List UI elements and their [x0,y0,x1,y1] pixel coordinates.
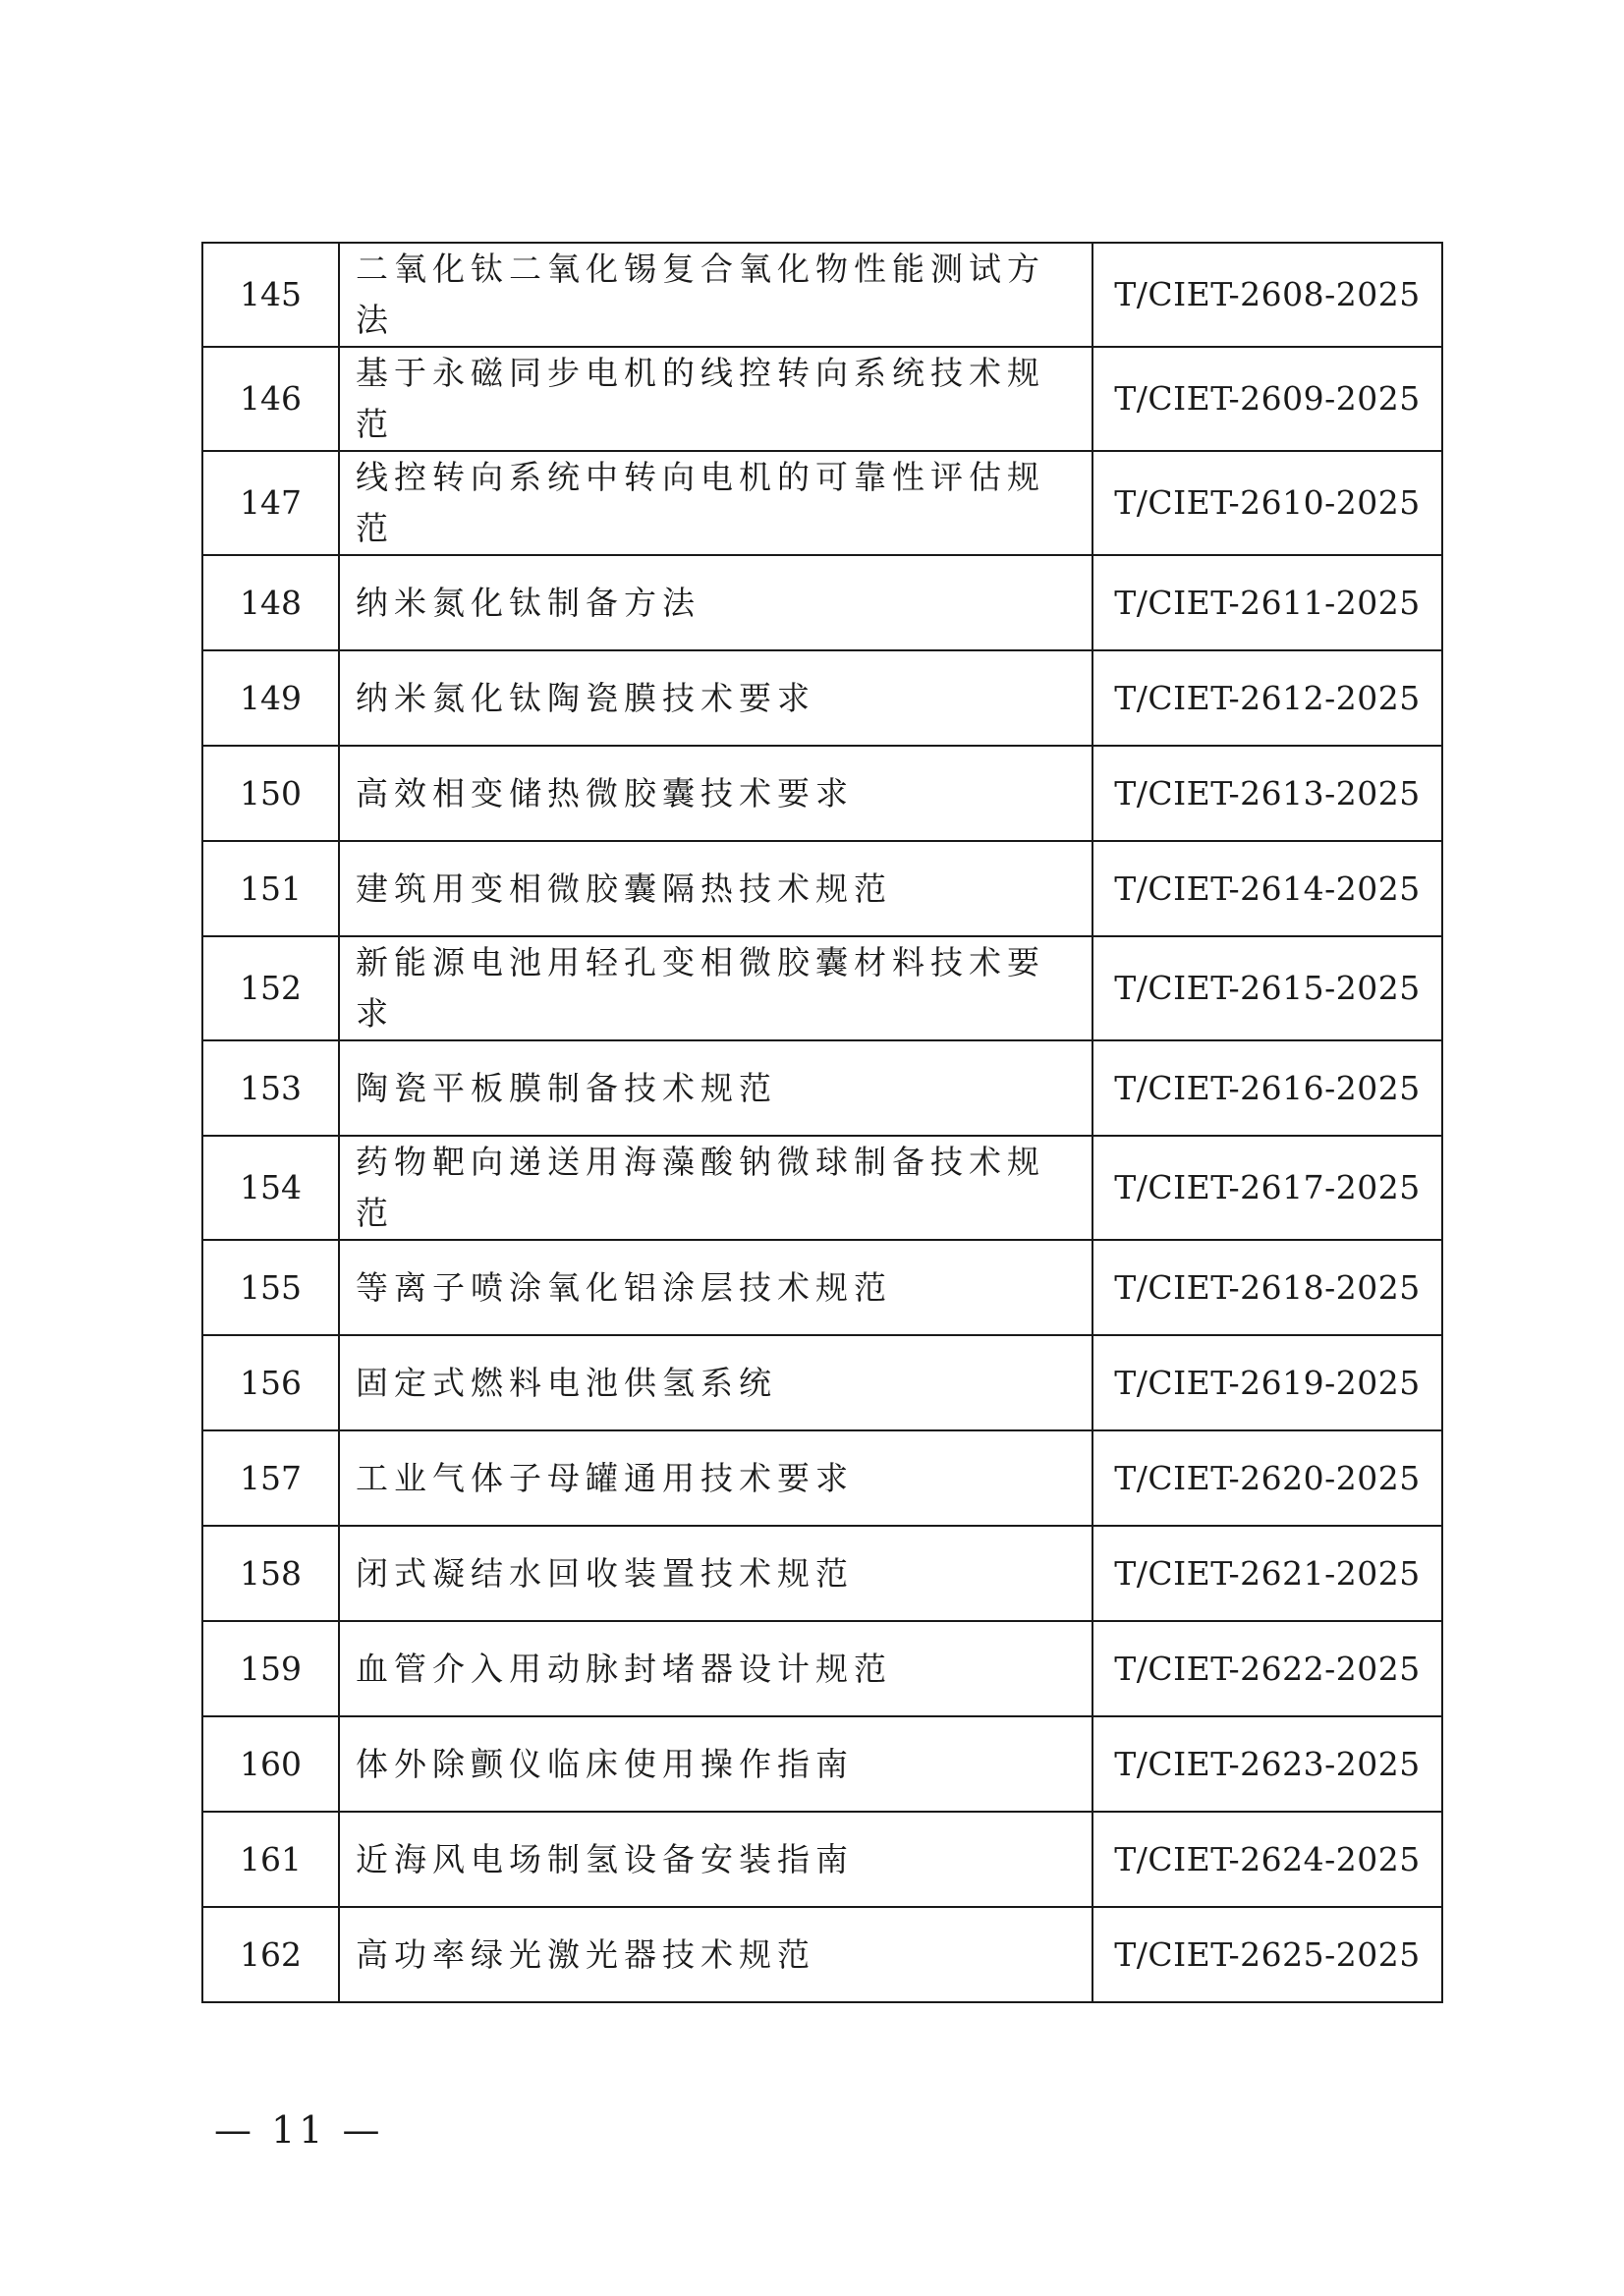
standard-name-cell: 高效相变储热微胶囊技术要求 [339,746,1092,841]
row-number-cell: 155 [202,1240,339,1335]
standard-name-cell: 纳米氮化钛陶瓷膜技术要求 [339,650,1092,746]
standard-code-cell: T/CIET-2622-2025 [1092,1621,1442,1716]
table-row [202,650,1442,746]
standard-name-cell: 新能源电池用轻孔变相微胶囊材料技术要求 [339,936,1092,1040]
standards-table [201,242,1443,2003]
standard-code-cell: T/CIET-2617-2025 [1092,1136,1442,1240]
table-row [202,746,1442,841]
table-row [202,1430,1442,1526]
standard-name-cell: 药物靶向递送用海藻酸钠微球制备技术规范 [339,1136,1092,1240]
row-number-cell: 145 [202,243,339,347]
table-row [202,451,1442,555]
row-number-cell: 150 [202,746,339,841]
standard-name-cell: 闭式凝结水回收装置技术规范 [339,1526,1092,1621]
page-number: — 11 — [214,2108,384,2152]
standard-name-cell: 近海风电场制氢设备安装指南 [339,1812,1092,1907]
standard-name-cell: 固定式燃料电池供氢系统 [339,1335,1092,1430]
row-number-cell: 157 [202,1430,339,1526]
table-body [202,243,1442,2002]
standard-name-cell: 体外除颤仪临床使用操作指南 [339,1716,1092,1812]
standard-name-cell: 建筑用变相微胶囊隔热技术规范 [339,841,1092,936]
standard-name-cell: 纳米氮化钛制备方法 [339,555,1092,650]
standard-code-cell: T/CIET-2612-2025 [1092,650,1442,746]
row-number-cell: 151 [202,841,339,936]
row-number-cell: 159 [202,1621,339,1716]
row-number-cell: 152 [202,936,339,1040]
standard-name-cell: 等离子喷涂氧化铝涂层技术规范 [339,1240,1092,1335]
row-number-cell: 153 [202,1040,339,1136]
standard-name-cell: 工业气体子母罐通用技术要求 [339,1430,1092,1526]
table-row [202,243,1442,347]
row-number-cell: 160 [202,1716,339,1812]
table-row [202,347,1442,451]
row-number-cell: 162 [202,1907,339,2002]
standard-name-cell: 基于永磁同步电机的线控转向系统技术规范 [339,347,1092,451]
row-number-cell: 154 [202,1136,339,1240]
table-row [202,936,1442,1040]
row-number-cell: 156 [202,1335,339,1430]
standard-code-cell: T/CIET-2616-2025 [1092,1040,1442,1136]
standard-code-cell: T/CIET-2620-2025 [1092,1430,1442,1526]
standard-name-cell: 二氧化钛二氧化锡复合氧化物性能测试方法 [339,243,1092,347]
standard-name-cell: 线控转向系统中转向电机的可靠性评估规范 [339,451,1092,555]
standard-name-cell: 陶瓷平板膜制备技术规范 [339,1040,1092,1136]
standard-code-cell: T/CIET-2623-2025 [1092,1716,1442,1812]
table-row [202,1526,1442,1621]
table-row [202,1335,1442,1430]
table-row [202,841,1442,936]
standard-code-cell: T/CIET-2614-2025 [1092,841,1442,936]
row-number-cell: 146 [202,347,339,451]
standard-code-cell: T/CIET-2609-2025 [1092,347,1442,451]
table-row [202,1907,1442,2002]
standard-code-cell: T/CIET-2618-2025 [1092,1240,1442,1335]
table-row [202,1040,1442,1136]
table-row [202,1812,1442,1907]
standard-code-cell: T/CIET-2608-2025 [1092,243,1442,347]
row-number-cell: 147 [202,451,339,555]
standard-code-cell: T/CIET-2619-2025 [1092,1335,1442,1430]
row-number-cell: 149 [202,650,339,746]
standard-code-cell: T/CIET-2624-2025 [1092,1812,1442,1907]
row-number-cell: 158 [202,1526,339,1621]
table-row [202,555,1442,650]
table-row [202,1621,1442,1716]
table-row [202,1240,1442,1335]
row-number-cell: 161 [202,1812,339,1907]
table-row [202,1136,1442,1240]
standard-name-cell: 血管介入用动脉封堵器设计规范 [339,1621,1092,1716]
standard-code-cell: T/CIET-2613-2025 [1092,746,1442,841]
standard-code-cell: T/CIET-2610-2025 [1092,451,1442,555]
row-number-cell: 148 [202,555,339,650]
standard-code-cell: T/CIET-2625-2025 [1092,1907,1442,2002]
standard-code-cell: T/CIET-2611-2025 [1092,555,1442,650]
standard-code-cell: T/CIET-2621-2025 [1092,1526,1442,1621]
table-row [202,1716,1442,1812]
standard-code-cell: T/CIET-2615-2025 [1092,936,1442,1040]
standard-name-cell: 高功率绿光激光器技术规范 [339,1907,1092,2002]
